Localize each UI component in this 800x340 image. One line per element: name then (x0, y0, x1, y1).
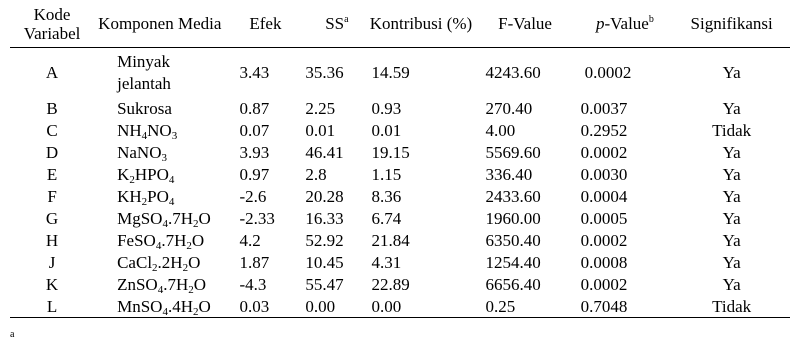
cell-fvalue: 2433.60 (485, 187, 541, 206)
cell-komponen (94, 48, 225, 98)
cell-komponen (94, 296, 225, 318)
komponen-text: ZnSO (117, 275, 158, 294)
komponen-text: Minyak jelantah (117, 51, 171, 93)
cell-fvalue: 6656.40 (485, 275, 541, 294)
cell-efek: 3.43 (239, 63, 270, 83)
komponen-subscript: 3 (161, 152, 167, 164)
table-row (10, 274, 790, 296)
table-row (10, 142, 790, 164)
cell-ss: 0.00 (305, 296, 336, 316)
header-pvalue-rest: -Value (604, 14, 649, 33)
komponen-text: .2H (157, 253, 183, 272)
komponen-subscript: 4 (168, 196, 175, 208)
komponen-text: FeSO (117, 231, 156, 250)
table-row (10, 230, 790, 252)
cell-efek: -2.6 (239, 187, 267, 206)
cell-fvalue: 4.00 (485, 121, 516, 140)
komponen-text: Sukrosa (117, 99, 172, 118)
cell-fvalue: 5569.60 (485, 143, 541, 162)
cell-kontribusi: 19.15 (371, 143, 410, 162)
cell-pvalue: 0.0002 (584, 63, 632, 83)
komponen-subscript: 2 (129, 174, 135, 186)
cell-ss: 52.92 (305, 231, 344, 250)
table-row (10, 186, 790, 208)
cell-kontribusi: 21.84 (371, 231, 410, 250)
cell-kode: C (46, 121, 58, 140)
cell-efek: 3.93 (239, 143, 270, 162)
komponen-subscript: 2 (192, 305, 199, 318)
komponen-text: CaCl (117, 253, 153, 272)
table-row (10, 296, 790, 318)
cell-kontribusi: 22.89 (371, 275, 410, 294)
cell-fvalue: 270.40 (485, 99, 533, 118)
cell-ss: 46.41 (305, 143, 344, 162)
komponen-subscript: 2 (188, 284, 194, 296)
cell-kode: J (48, 253, 56, 272)
komponen-subscript: 2 (152, 262, 158, 274)
cell-pvalue: 0.0002 (580, 275, 628, 294)
komponen-subscript: 4 (162, 218, 168, 230)
cell-komponen (94, 98, 225, 120)
cell-signifikansi: Ya (722, 99, 741, 118)
cell-signifikansi: Ya (722, 143, 741, 162)
cell-efek: 0.03 (239, 296, 270, 316)
cell-kode: L (46, 296, 58, 316)
cell-pvalue: 0.2952 (580, 121, 628, 140)
cell-fvalue: 4243.60 (485, 63, 541, 83)
cell-komponen (94, 142, 225, 164)
table-body (10, 48, 790, 318)
cell-komponen (94, 208, 225, 230)
komponen-subscript: 4 (162, 305, 168, 318)
cell-efek: -2.33 (239, 209, 275, 228)
cell-kontribusi: 8.36 (371, 187, 402, 206)
cell-kontribusi: 14.59 (371, 63, 410, 83)
komponen-text: PO (147, 187, 169, 206)
cell-kode: G (45, 209, 59, 228)
table-row (10, 164, 790, 186)
cell-ss: 2.25 (305, 99, 336, 118)
cell-signifikansi: Ya (722, 63, 741, 83)
header-pvalue-superscript: b (648, 14, 654, 25)
cell-fvalue: 0.25 (485, 296, 516, 316)
komponen-text: NH (117, 121, 142, 140)
cell-komponen (94, 120, 225, 142)
komponen-text: O (193, 275, 207, 294)
table-row (10, 252, 790, 274)
cell-kontribusi: 0.93 (371, 99, 402, 118)
cell-pvalue: 0.0008 (580, 253, 628, 272)
cell-pvalue: 0.0002 (580, 143, 628, 162)
header-kode: Kode Variabel (23, 4, 81, 43)
cell-ss: 2.8 (305, 165, 327, 184)
komponen-text: MnSO (117, 296, 163, 316)
komponen-subscript: 2 (182, 262, 189, 274)
cell-fvalue: 336.40 (485, 165, 533, 184)
cell-komponen (94, 164, 225, 186)
komponen-text: O (191, 231, 205, 250)
cell-kontribusi: 1.15 (371, 165, 402, 184)
header-efek: Efek (249, 14, 282, 33)
table-row (10, 98, 790, 120)
cell-fvalue: 1960.00 (485, 209, 541, 228)
cell-kode: K (45, 275, 59, 294)
header-ss-label: SS (325, 14, 345, 33)
footnote-mark: a (10, 329, 15, 340)
komponen-text: MgSO (117, 209, 163, 228)
komponen-text: KH (117, 187, 142, 206)
cell-pvalue: 0.0005 (580, 209, 628, 228)
cell-pvalue: 0.0037 (580, 99, 628, 118)
komponen-subscript: 4 (157, 284, 164, 296)
komponen-subscript: 2 (141, 196, 148, 208)
komponen-text: O (188, 253, 201, 272)
cell-kontribusi: 6.74 (371, 209, 402, 228)
komponen-subscript: 2 (186, 240, 192, 252)
anova-table (10, 0, 790, 318)
cell-ss: 55.47 (305, 275, 344, 294)
cell-kode: D (45, 143, 59, 162)
cell-efek: -4.3 (239, 275, 267, 294)
table-row (10, 120, 790, 142)
cell-signifikansi: Tidak (712, 121, 752, 140)
cell-komponen (94, 252, 225, 274)
cell-signifikansi: Ya (722, 209, 741, 228)
cell-ss: 10.45 (305, 253, 344, 272)
cell-efek: 4.2 (239, 231, 261, 250)
header-pvalue (577, 0, 674, 48)
komponen-text: NaNO (117, 143, 162, 162)
cell-signifikansi: Ya (722, 253, 741, 272)
table-row (10, 48, 790, 98)
komponen-subscript: 4 (141, 130, 148, 142)
cell-pvalue: 0.0004 (580, 187, 628, 206)
cell-kode: A (45, 63, 59, 83)
cell-komponen (94, 230, 225, 252)
cell-kode: E (46, 165, 58, 184)
cell-signifikansi: Tidak (712, 296, 752, 316)
cell-ss: 0.01 (305, 121, 336, 140)
cell-efek: 0.07 (239, 121, 270, 140)
komponen-text: HPO (134, 165, 169, 184)
cell-efek: 0.87 (239, 99, 270, 118)
cell-fvalue: 6350.40 (485, 231, 541, 250)
cell-ss: 35.36 (305, 63, 344, 83)
cell-signifikansi: Ya (722, 275, 741, 294)
komponen-subscript: 2 (192, 218, 199, 230)
cell-signifikansi: Ya (722, 187, 741, 206)
table-header (10, 0, 790, 48)
cell-efek: 1.87 (239, 253, 270, 272)
komponen-subscript: 4 (168, 174, 175, 186)
cell-kode: B (46, 99, 58, 118)
cell-pvalue: 0.0030 (580, 165, 628, 184)
komponen-subscript: 3 (171, 130, 178, 142)
komponen-text: .7H (167, 209, 193, 228)
table-row (10, 208, 790, 230)
header-ss (305, 0, 368, 48)
cell-fvalue: 1254.40 (485, 253, 541, 272)
cell-signifikansi: Ya (722, 165, 741, 184)
komponen-text: NO (147, 121, 172, 140)
komponen-text: K (117, 165, 130, 184)
komponen-text: .4H (167, 296, 193, 316)
cell-kontribusi: 4.31 (371, 253, 402, 272)
header-fvalue: F-Value (498, 14, 552, 33)
cell-komponen (94, 274, 225, 296)
cell-pvalue: 0.0002 (580, 231, 628, 250)
cell-efek: 0.97 (239, 165, 270, 184)
cell-pvalue: 0.7048 (580, 296, 628, 316)
komponen-text: O (198, 209, 211, 228)
cell-komponen (94, 186, 225, 208)
komponen-text: O (198, 296, 211, 316)
header-komponen: Komponen Media (98, 14, 222, 33)
header-row (10, 0, 790, 48)
header-kontribusi: Kontribusi (%) (369, 14, 473, 33)
cell-kontribusi: 0.01 (371, 121, 402, 140)
cell-kontribusi: 0.00 (371, 296, 402, 316)
cell-ss: 20.28 (305, 187, 344, 206)
header-signifikansi: Signifikansi (690, 14, 773, 33)
cell-ss: 16.33 (305, 209, 344, 228)
cell-kode: H (45, 231, 59, 250)
header-ss-superscript: a (344, 14, 349, 25)
cell-kode: F (47, 187, 57, 206)
cell-signifikansi: Ya (722, 231, 741, 250)
komponen-subscript: 4 (155, 240, 162, 252)
komponen-text: .7H (161, 231, 187, 250)
header-pvalue-p: p (595, 14, 605, 33)
komponen-text: .7H (163, 275, 189, 294)
